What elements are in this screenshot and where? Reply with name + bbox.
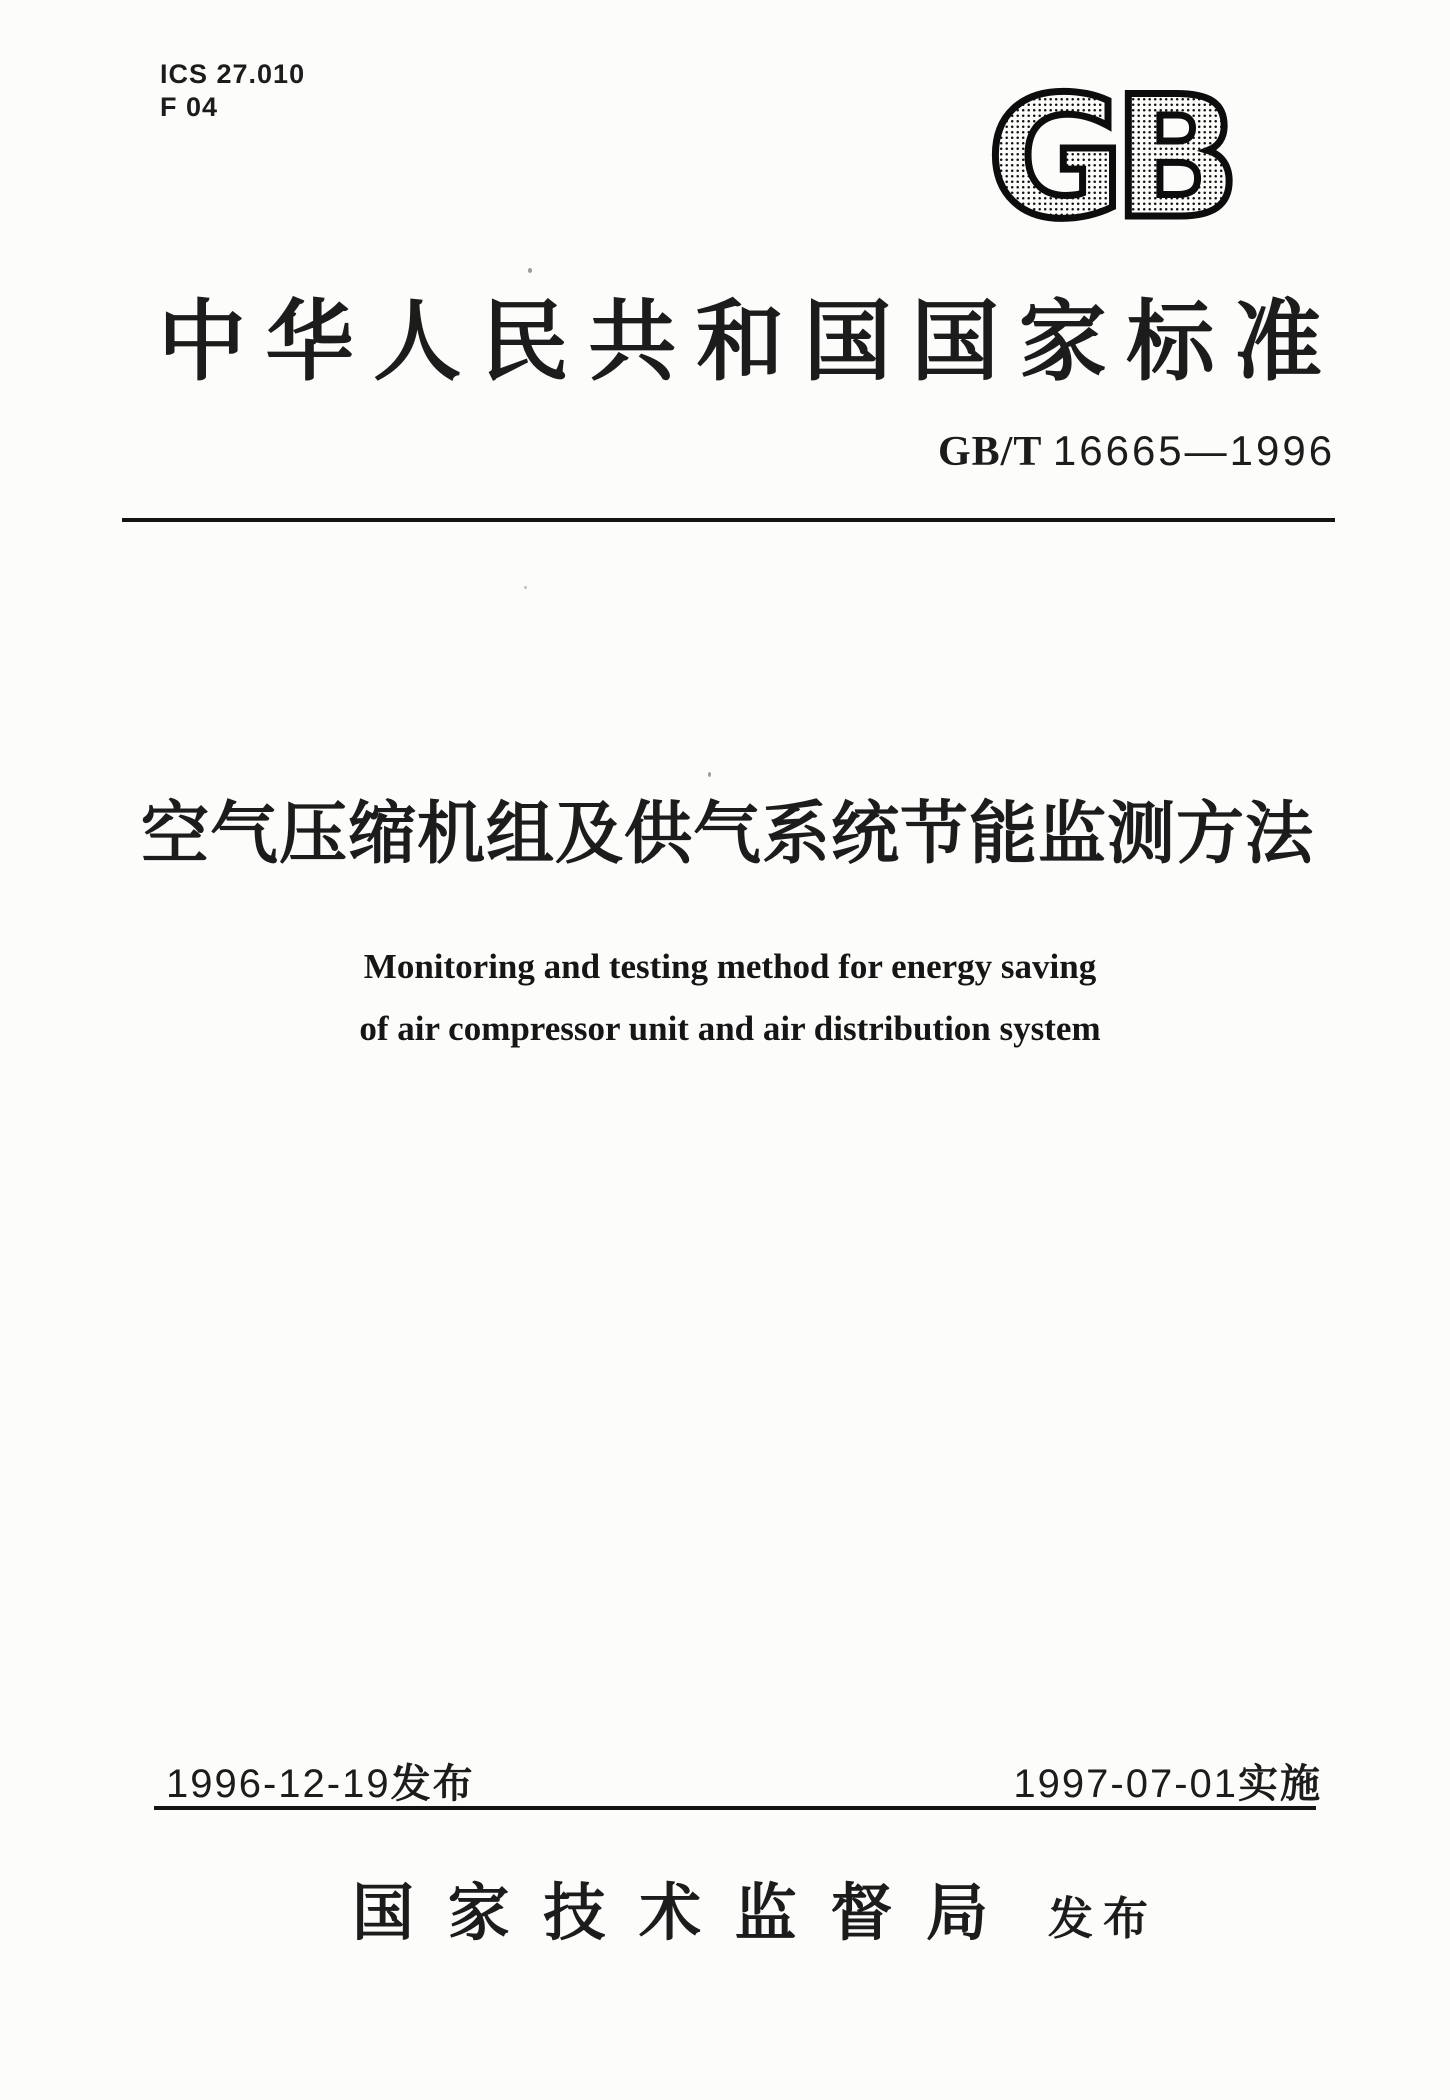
issue-date-line [166, 1762, 475, 1806]
publisher-name: 国家技术监督局 [352, 1880, 988, 1948]
implementation-date-line [1013, 1762, 1322, 1806]
publisher-line [352, 1880, 1152, 1948]
scan-speck [708, 772, 711, 777]
ics-classification-block [160, 58, 305, 124]
implementation-date: 1997-07-01 [1013, 1762, 1238, 1806]
gb-logo-icon [982, 80, 1234, 228]
ics-code: ICS 27.010 [160, 59, 306, 89]
scan-speck [528, 268, 532, 273]
issue-date: 1996-12-19 [166, 1762, 391, 1806]
issue-date-label: 发布 [390, 1762, 475, 1806]
document-title-en [160, 936, 1300, 1060]
implementation-date-label: 实施 [1238, 1762, 1322, 1806]
gb-logo [982, 80, 1234, 228]
bottom-horizontal-rule [154, 1806, 1316, 1810]
scan-speck [524, 586, 527, 589]
document-title-en-line2: of air compressor unit and air distribution system [359, 1009, 1101, 1048]
standard-code-prefix: GB/T [938, 429, 1043, 475]
ccs-code: F 04 [160, 92, 219, 122]
gb-logo-text: GB [987, 80, 1229, 228]
national-standard-heading: 中华人民共和国国家标准 [158, 295, 1322, 392]
standard-code [938, 427, 1336, 475]
top-horizontal-rule [122, 518, 1335, 522]
document-title-en-line1: Monitoring and testing method for energy saving [363, 947, 1097, 986]
document-title-zh: 空气压缩机组及供气系统节能监测方法 [140, 796, 1314, 872]
standard-code-number: 16665—1996 [1052, 427, 1336, 474]
publisher-suffix: 发布 [1048, 1893, 1148, 1944]
